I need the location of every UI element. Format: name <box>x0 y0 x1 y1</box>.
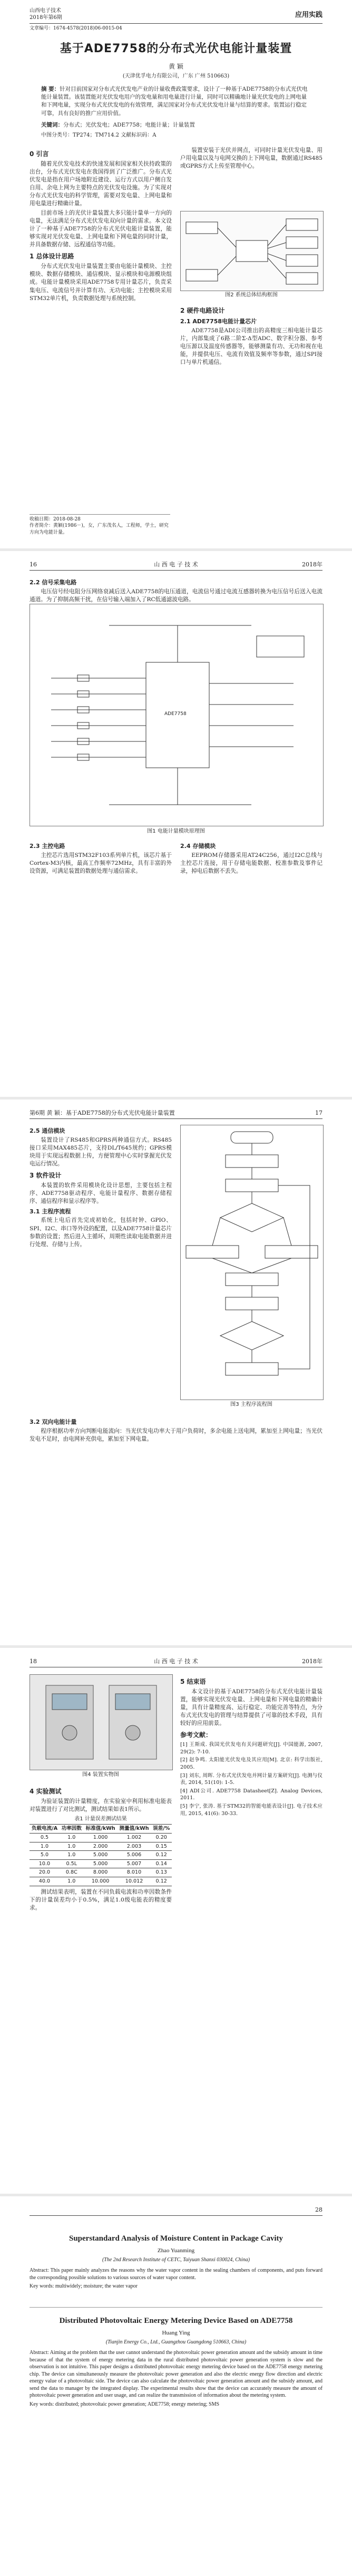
figure-3-flowchart <box>180 1125 324 1400</box>
heading-s2: 2 硬件电路设计 <box>180 307 225 314</box>
lcd-screen-1 <box>52 1694 87 1710</box>
heading-s2-2: 2.2 信号采集电路 <box>30 579 77 586</box>
eng-affiliation-2: (Tianjin Energy Co., Ltd., Guangzhou Guangdong 510663, China) <box>105 2339 247 2345</box>
table-cell: 0.12 <box>151 1877 172 1886</box>
running-header-3 <box>30 1107 322 1119</box>
col-left-p2 <box>30 840 172 877</box>
table-cell: 2.000 <box>84 1842 118 1851</box>
figure-4-caption: 图4 装置实物图 <box>82 1772 119 1778</box>
journal-mid-4: 山 西 电 子 技 术 <box>154 1658 198 1665</box>
heading-s3-1: 3.1 主程序流程 <box>30 1208 71 1215</box>
table-cell: 0.20 <box>151 1833 172 1842</box>
reference-item: [5] 李宁, 张涛. 基于STM32的智能电能表设计[J]. 电子技术应用, 2015, 41(6): 30-33. <box>180 1803 322 1817</box>
page-1 <box>0 0 352 551</box>
table-cell: 5.0 <box>30 1851 60 1860</box>
flow-store <box>226 1273 278 1286</box>
table-cell: 20.0 <box>30 1868 60 1877</box>
journal-mid: 山 西 电 子 技 术 <box>154 561 198 568</box>
running-header-2 <box>30 558 322 571</box>
chip-label: ADE7758 <box>164 711 187 717</box>
table-row <box>30 1851 172 1860</box>
col-right-p1b <box>180 303 322 368</box>
page-5 <box>0 2196 352 2576</box>
running-title: 第6期 黄 颖：基于ADE7758的分布式光伏电能计量装置 <box>30 1109 175 1116</box>
footnote: 收稿日期：2018-08-28 作者简介：黄颖(1986－)，女，广东茂名人，工程师，学士，研究方向为电能计量。 <box>30 514 170 536</box>
page-number-17: 17 <box>315 1109 322 1116</box>
para-s2-1: ADE7758是ADI公司推出的高精度三相电能计量芯片，内部集成了6路二阶Σ-Δ型ADC、数字积分器、参考电压源以及温度传感器等，能够测量有功、无功和视在电能，并提供电压、电流有效值及频率等参数，通过SPI接口与单片机通信。 <box>180 327 322 365</box>
flow-up <box>186 1246 239 1258</box>
table-header-row <box>30 1825 172 1834</box>
keywords-text: 分布式；光伏发电；ADE7758；电能计量；计量装置 <box>63 122 195 128</box>
device-photo-svg <box>30 1675 172 1770</box>
col-right-p1 <box>180 147 322 172</box>
table-row <box>30 1877 172 1886</box>
classification: 中图分类号：TP274；TM714.2 文献标识码：A <box>41 132 157 138</box>
col-left-p4 <box>30 1784 172 1914</box>
terminal-2 <box>125 1725 140 1740</box>
article-affiliation: (天津优孚电力有限公司，广东 广州 510663) <box>122 73 230 79</box>
header-year: 2018年 <box>302 561 322 568</box>
abstract-text: 针对目前国家对分布式光伏发电产业的计量收费政策要求，设计了一种基于ADE7758的分布式光伏电能计量装置。该装置能对光伏发电用户的发电量和用电量进行计量，同时可以精确地计量光伏发电的上网电量和下网电量，实现分布式光伏发电的有效管理，满足国家对分布式光伏发电计量与结算的要求。装置运行稳定可靠，具有良好的推广应用价值。 <box>41 86 308 117</box>
table-body <box>30 1833 172 1886</box>
flow-decision-2 <box>220 1321 283 1350</box>
para-s1-2: 装置安装于光伏并网点，可同时计量光伏发电量、用户用电量以及与电网交换的上下网电量，数据通过RS485或GPRS方式上传至管理中心。 <box>180 147 322 170</box>
journal-name: 山西电子技术 <box>30 8 61 14</box>
block-gprs <box>286 273 318 284</box>
year-issue: 2018年第6期 <box>30 15 62 21</box>
heading-s4: 4 实验测试 <box>30 1788 62 1795</box>
header-year-4: 2018年 <box>302 1658 322 1665</box>
table-cell: 0.14 <box>151 1859 172 1868</box>
terminal-1 <box>62 1725 77 1740</box>
page-2 <box>0 551 352 1099</box>
table-cell: 0.12 <box>151 1851 172 1860</box>
eng-keywords-2: Key words: distributed; photovoltaic power generation; ADE7758; energy metering; SMS <box>30 2401 220 2407</box>
para-s1-1: 分布式光伏发电计量装置主要由电能计量模块、主控模块、数据存储模块、通信模块、显示模块和电源模块组成。电能计量模块采用ADE7758专用计量芯片，负责采集电压、电流信号并计算有功、无功电能；主控模块采用STM32单片机，负责数据处理与系统控制。 <box>30 263 172 302</box>
figure-2-caption: 图2 系统总体结构框图 <box>225 292 278 298</box>
table-cell: 1.0 <box>60 1877 84 1886</box>
page-3 <box>0 1099 352 1648</box>
para-s2-3: 主控芯片选用STM32F103系列单片机，该芯片基于Cortex-M3内核，最高工作频率72MHz，具有丰富的外设资源，可满足装置的数据处理与通信需求。 <box>30 852 172 874</box>
eng-author-2: Huang Ying <box>162 2330 190 2336</box>
table-header-cell: 标准值/kWh <box>84 1825 118 1834</box>
heading-s5: 5 结束语 <box>180 1678 206 1685</box>
eng-abstract-1-text: Abstract: This paper mainly analyzes the reasons why the water vapor content in the sealing chambers of components, and puts forward the corresponding possible solutions to various sources of water vapor content. <box>30 2268 322 2281</box>
reference-item: [3] 刘东, 周晖. 分布式光伏发电并网计量方案研究[J]. 电测与仪表, 2014, 51(10): 1-5. <box>180 1772 322 1786</box>
abstract-label: 摘 要： <box>41 86 60 92</box>
eng-keywords-1: Key words: multiwidely; moisture; the water vapor <box>30 2283 138 2289</box>
table-cell: 0.5L <box>60 1859 84 1868</box>
page-number: 16 <box>30 561 37 568</box>
table-cell: 40.0 <box>30 1877 60 1886</box>
para-s2-2: 电压信号经电阻分压网络衰减后送入ADE7758的电压通道，电流信号通过电流互感器转换为电压信号后送入电流通道。为了抑制高频干扰，在信号输入端加入了RC低通滤波电路。 <box>30 588 322 603</box>
heading-refs: 参考文献： <box>180 1731 212 1739</box>
reference-item: [2] 赵争鸣. 太阳能光伏发电及其应用[M]. 北京: 科学出版社, 2005. <box>180 1757 322 1771</box>
flow-decision <box>220 1203 283 1232</box>
eng-title-2: Distributed Photovoltaic Energy Metering Device Based on ADE7758 <box>59 2317 293 2325</box>
para-s2-5: 装置设计了RS485和GPRS两种通信方式。RS485接口采用MAX485芯片，支持DL/T645规约；GPRS模块用于实现远程数据上传，方便管理中心实时掌握光伏发电运行情况。 <box>30 1136 172 1167</box>
figure-2-block-diagram <box>180 211 324 291</box>
table-cell: 2.003 <box>118 1842 151 1851</box>
heading-s3: 3 软件设计 <box>30 1171 62 1179</box>
para-s0-1: 随着光伏发电技术的快速发展和国家相关扶持政策的出台，分布式光伏发电在我国得到了广泛推广。分布式光伏发电是指在用户场地附近建设、运行方式以用户侧自发自用、余电上网为主要特点的光伏发电设施。为了实现对分布式光伏发电的科学管理，需要对发电量、上网电量和用电量进行精确计量。 <box>30 161 172 207</box>
eng-abstract-2 <box>30 2349 322 2408</box>
keywords <box>41 121 311 129</box>
table-cell: 0.8C <box>60 1868 84 1877</box>
col-p2-top <box>30 576 322 605</box>
error-table <box>30 1824 172 1886</box>
running-header-5 <box>30 2204 322 2216</box>
running-header-4 <box>30 1655 322 1667</box>
block-metering <box>186 222 218 234</box>
page-number-18: 18 <box>30 1658 37 1665</box>
keywords-label: 关键词： <box>41 122 63 128</box>
table-cell: 1.002 <box>118 1833 151 1842</box>
table-cell: 0.5 <box>30 1833 60 1842</box>
running-header <box>30 7 322 24</box>
para-s3-1b: 系统上电后首先完成初始化，包括时钟、GPIO、SPI、I2C、串口等外设的配置，以及ADE7758计量芯片参数的设置；然后进入主循环，周期性读取电能数据并进行处理、存储与上传。 <box>30 1217 172 1248</box>
para-s3-2: 程序根据功率方向判断电能流向：当光伏发电功率大于用户负荷时，多余电能上送电网，累加至上网电量；当光伏发电不足时，由电网补充供电，累加至下网电量。 <box>30 1427 322 1442</box>
reference-item: [4] ADI公司. ADE7758 Datasheet[Z]. Analog Devices, 2011. <box>180 1788 322 1801</box>
block-storage <box>286 237 318 248</box>
figure-1-schematic <box>30 604 324 826</box>
divider <box>30 2307 322 2308</box>
para-s2-4: EEPROM存储器采用AT24C256，通过I2C总线与主控芯片连接，用于存储电能数据、校准参数及事件记录，掉电后数据不丢失。 <box>180 852 322 874</box>
lcd-screen-2 <box>115 1694 150 1710</box>
table-cell: 1.0 <box>30 1842 60 1851</box>
table-title: 表1 计量误差测试结果 <box>74 1816 127 1822</box>
block-power <box>186 269 218 281</box>
heading-s1: 1 总体设计思路 <box>30 253 74 261</box>
article-title: 基于ADE7758的分布式光伏电能计量装置 <box>60 42 292 55</box>
table-cell: 0.13 <box>151 1868 172 1877</box>
block-diagram-svg <box>181 211 323 291</box>
table-row <box>30 1859 172 1868</box>
block-rs485 <box>286 255 318 266</box>
reference-list <box>180 1741 322 1817</box>
eng-abstract-2-text: Abstract: Aiming at the problem that the user cannot understand the photovoltaic power generation amount and the subsidy amount in time because of that the system of energy metering data in the rural distributed photovoltaic power generation system is slow and the observation is not intuitive. This paper designs a distributed photovoltaic energy metering device based on the ADE7758 energy metering chip. The device can simultaneously measure the photovoltaic power generation and also the electric energy flow direction and electric energy value of a photovoltaic side. The device can also calculate the photovoltaic power generation amount and the subsidy amount, and send the data to manager by the integrated display. The experimental results show that the device can accurately measure the amount of photovoltaic power generation and user usage, and can realize the transmission of information about the metering system. <box>30 2350 322 2398</box>
eng-affiliation-1: (The 2nd Research Institute of CETC, Taiyuan Shanxi 030024, China) <box>102 2257 250 2263</box>
schematic-svg <box>30 604 323 826</box>
table-cell: 5.006 <box>118 1851 151 1860</box>
para-s4: 为验证装置的计量精度，在实验室中利用标准电能表对装置进行了对比测试，测试结果如表1所示。 <box>30 1798 172 1813</box>
table-header-cell: 误差/% <box>151 1825 172 1834</box>
table-cell: 5.007 <box>118 1859 151 1868</box>
heading-s2-5: 2.5 通信模块 <box>30 1127 65 1134</box>
table-cell: 8.010 <box>118 1868 151 1877</box>
para-s5: 本文设计的基于ADE7758的分布式光伏电能计量装置，能够实现光伏发电量、上网电量和下网电量的精确计量，具有计量精度高、运行稳定、功能完善等特点，为分布式光伏发电的管理与结算提供了可靠的技术手段，具有较好的应用前景。 <box>180 1689 322 1727</box>
para-s3-1: 本装置的软件采用模块化设计思想，主要包括主程序、ADE7758驱动程序、电能计量程序、数据存储程序、通信程序和显示程序等。 <box>30 1182 172 1204</box>
col-left-p1 <box>30 147 172 304</box>
heading-s3-2: 3.2 双向电能计量 <box>30 1419 77 1425</box>
flow-init <box>226 1155 278 1168</box>
block-display <box>286 219 318 230</box>
flow-read <box>226 1179 278 1192</box>
journal-info <box>30 7 62 21</box>
table-cell: 10.0 <box>30 1859 60 1868</box>
table-row <box>30 1833 172 1842</box>
figure-1-caption: 图1 电能计量模块原理图 <box>147 828 205 834</box>
col-right-p4 <box>180 1674 322 1818</box>
flow-display <box>226 1297 278 1310</box>
article-author: 黄 颖 <box>169 63 183 70</box>
table-cell: 1.000 <box>84 1833 118 1842</box>
page-number-28: 28 <box>315 2206 322 2213</box>
abstract <box>41 85 311 118</box>
table-header-cell: 功率因数 <box>60 1825 84 1834</box>
col-left-p3 <box>30 1125 172 1250</box>
page-4 <box>0 1648 352 2196</box>
table-row <box>30 1842 172 1851</box>
flow-start <box>231 1132 273 1143</box>
figure-3-caption: 图3 主程序流程图 <box>230 1402 272 1407</box>
heading-s2-3: 2.3 主控电路 <box>30 843 65 850</box>
table-cell: 10.012 <box>118 1877 151 1886</box>
block-mcu <box>236 240 268 262</box>
eng-title-1: Superstandard Analysis of Moisture Content in Package Cavity <box>69 2234 283 2243</box>
table-cell: 1.0 <box>60 1842 84 1851</box>
table-cell: 1.0 <box>60 1851 84 1860</box>
table-cell: 0.15 <box>151 1842 172 1851</box>
reference-item: [1] 王斯成. 我国光伏发电有关问题研究[J]. 中国能源, 2007, 29(2): 7-10. <box>180 1742 322 1755</box>
doc-id: 文章编号：1674-4578(2018)06-0015-04 <box>30 26 122 31</box>
table-header-cell: 负载电流/A <box>30 1825 60 1834</box>
eng-abstract-1 <box>30 2267 322 2290</box>
table-cell: 8.000 <box>84 1868 118 1877</box>
eng-author-1: Zhao Yuanming <box>157 2247 195 2254</box>
figure-4-photo <box>30 1674 173 1770</box>
chip-crystal <box>257 636 304 657</box>
para-s0-2: 目前市场上的光伏计量装置大多只能计量单一方向的电量，无法满足分布式光伏发电双向计量的需求。本文设计了一种基于ADE7758的分布式光伏电能计量装置，能够实现对光伏发电量、上网电量和下网电量的同时计量，并具备数据存储、远程通信等功能。 <box>30 210 172 248</box>
table-cell: 1.0 <box>60 1833 84 1842</box>
table-cell: 10.000 <box>84 1877 118 1886</box>
heading-s0: 0 引言 <box>30 150 49 158</box>
col-p3-bottom <box>30 1416 322 1445</box>
table-cell: 5.000 <box>84 1859 118 1868</box>
table-row <box>30 1868 172 1877</box>
heading-s2-4: 2.4 存储模块 <box>180 843 216 850</box>
section-label: 应用实践 <box>295 11 322 19</box>
para-s4-2: 测试结果表明，装置在不同负载电流和功率因数条件下的计量误差均小于0.5%，满足1.0级电能表的精度要求。 <box>30 1888 172 1911</box>
table-header-cell: 测量值/kWh <box>118 1825 151 1834</box>
heading-s2-1: 2.1 ADE7758电能计量芯片 <box>180 318 257 325</box>
table-cell: 5.000 <box>84 1851 118 1860</box>
flowchart-svg <box>181 1125 323 1400</box>
flow-send <box>226 1363 278 1375</box>
col-right-p2 <box>180 840 322 877</box>
